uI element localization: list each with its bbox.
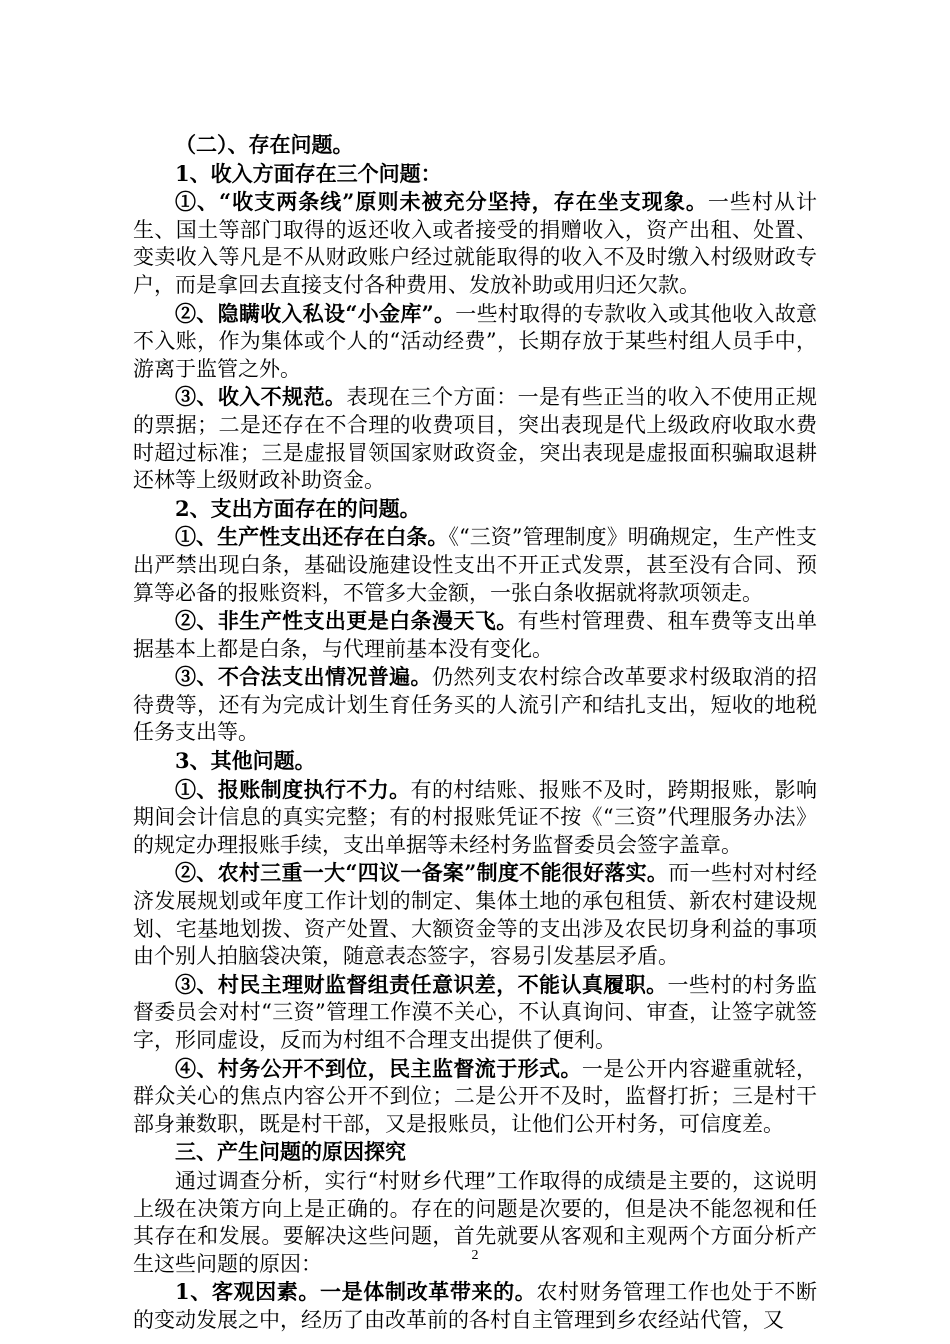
paragraph: [133, 663, 817, 747]
paragraph-text: 一些村取得的专款收入或其他收入故意不入账，作为集体或个人的“活动经费”，长期存放于某些村组人员手中，游离于监管之外。: [133, 301, 817, 381]
paragraph: [133, 1138, 817, 1167]
paragraph-text: 农村财务管理工作也处于不断的变动发展之中，经历了由改革前的各村自主管理到乡农经站代管，又: [133, 1280, 817, 1332]
paragraph-heading: ④、村务公开不到位，民主监督流于形式。: [175, 1055, 582, 1081]
paragraph-heading: ③、收入不规范。: [175, 384, 347, 410]
paragraph: [133, 188, 817, 299]
paragraph-heading: ②、农村三重一大“四议一备案”制度不能很好落实。: [175, 860, 669, 886]
paragraph-text: 有些村管理费、租车费等支出单据基本上都是白条，与代理前基本没有变化。: [133, 609, 818, 661]
paragraph-heading: ①、“收支两条线”原则未被充分坚持，存在坐支现象。: [175, 189, 708, 215]
paragraph: [133, 131, 817, 160]
paragraph-heading: （二）、存在问题。: [175, 132, 354, 157]
paragraph-text: 一些村从计生、国土等部门取得的返还收入或者接受的捐赠收入，资产出租、处置、变卖收入等凡是不从财政账户经过就能取得的收入不及时缴入村级财政专户，而是拿回去直接支付各种费用、发放补助或用归还欠款。: [133, 190, 818, 297]
paragraph: [133, 300, 817, 384]
paragraph-text: 仍然列支农村综合改革要求村级取消的招待费等，还有为完成计划生育任务买的人流引产和结扎支出，短收的地税任务支出等。: [133, 665, 818, 745]
paragraph-heading: ③、村民主理财监督组责任意识差，不能认真履职。: [175, 971, 668, 997]
paragraph-text: 《“三资”管理制度》明确规定，生产性支出严禁出现白条，基础设施建设性支出不开正式发票，甚至没有合同、预算等必备的报账资料，不管多大金额，一张白条收据就将款项领走。: [133, 525, 817, 605]
paragraph: [133, 1278, 817, 1334]
paragraph-heading: 1、收入方面存在三个问题：: [175, 160, 442, 186]
paragraph-heading: 2、支出方面存在的问题。: [175, 495, 421, 521]
paragraph: [133, 971, 817, 1055]
paragraph: [133, 607, 817, 663]
paragraph-text: 通过调查分析，实行“村财乡代理”工作取得的成绩是主要的，这说明上级在决策方向上是正确的。存在的问题是次要的，但是决不能忽视和任其存在和发展。要解决这些问题，首先就要从客观和主观两个方面分析产生这些问题的原因：: [133, 1168, 817, 1276]
paragraph-text: 一些村的村务监督委员会对村“三资”管理工作漠不关心，不认真询问、审查，让签字就签字，形同虚设，反而为村组不合理支出提供了便利。: [133, 972, 817, 1052]
paragraph-heading: ③、不合法支出情况普遍。: [175, 664, 432, 690]
paragraph-heading: ①、生产性支出还存在白条。: [175, 524, 449, 550]
paragraph-heading: ②、非生产性支出更是白条漫天飞。: [175, 608, 518, 634]
paragraph-text: 一是公开内容避重就轻，群众关心的焦点内容公开不到位；二是公开不及时，监督打折；三是村干部身兼数职，既是村干部，又是报账员，让他们公开村务，可信度差。: [133, 1056, 818, 1136]
paragraph-heading: 三、产生问题的原因探究: [175, 1139, 406, 1165]
paragraph: [133, 747, 817, 776]
paragraph: [133, 160, 817, 189]
document-body: [133, 131, 817, 1335]
paragraph-text: 表现在三个方面：一是有些正当的收入不使用正规的票据；二是还存在不合理的收费项目，突出表现是代上级政府收取水费时超过标准；三是虚报冒领国家财政资金，突出表现是虚报面积骗取退耕还林等上级财政补助资金。: [133, 385, 818, 493]
paragraph-text: 而一些村对村经济发展规划或年度工作计划的制定、集体土地的承包租赁、新农村建设规划、宅基地划拨、资产处置、大额资金等的支出涉及农民切身利益的事项由个别人拍脑袋决策，随意表态签字，容易引发基层矛盾。: [133, 861, 818, 969]
paragraph: [133, 495, 817, 524]
paragraph: [133, 1055, 817, 1139]
paragraph: [133, 383, 817, 494]
paragraph: [133, 859, 817, 970]
paragraph-heading: 1、客观因素。一是体制改革带来的。: [175, 1279, 537, 1305]
paragraph: [133, 776, 817, 860]
paragraph: [133, 523, 817, 607]
paragraph-heading: 3、其他问题。: [175, 748, 316, 774]
paragraph-heading: ②、隐瞒收入私设“小金库”。: [175, 300, 456, 326]
page-number: 2: [471, 1248, 479, 1263]
paragraph-heading: ①、报账制度执行不力。: [175, 776, 411, 802]
paragraph-text: 有的村结账、报账不及时，跨期报账，影响期间会计信息的真实完整；有的村报账凭证不按《“三资”代理服务办法》的规定办理报账手续，支出单据等未经村务监督委员会签字盖章。: [133, 777, 818, 857]
